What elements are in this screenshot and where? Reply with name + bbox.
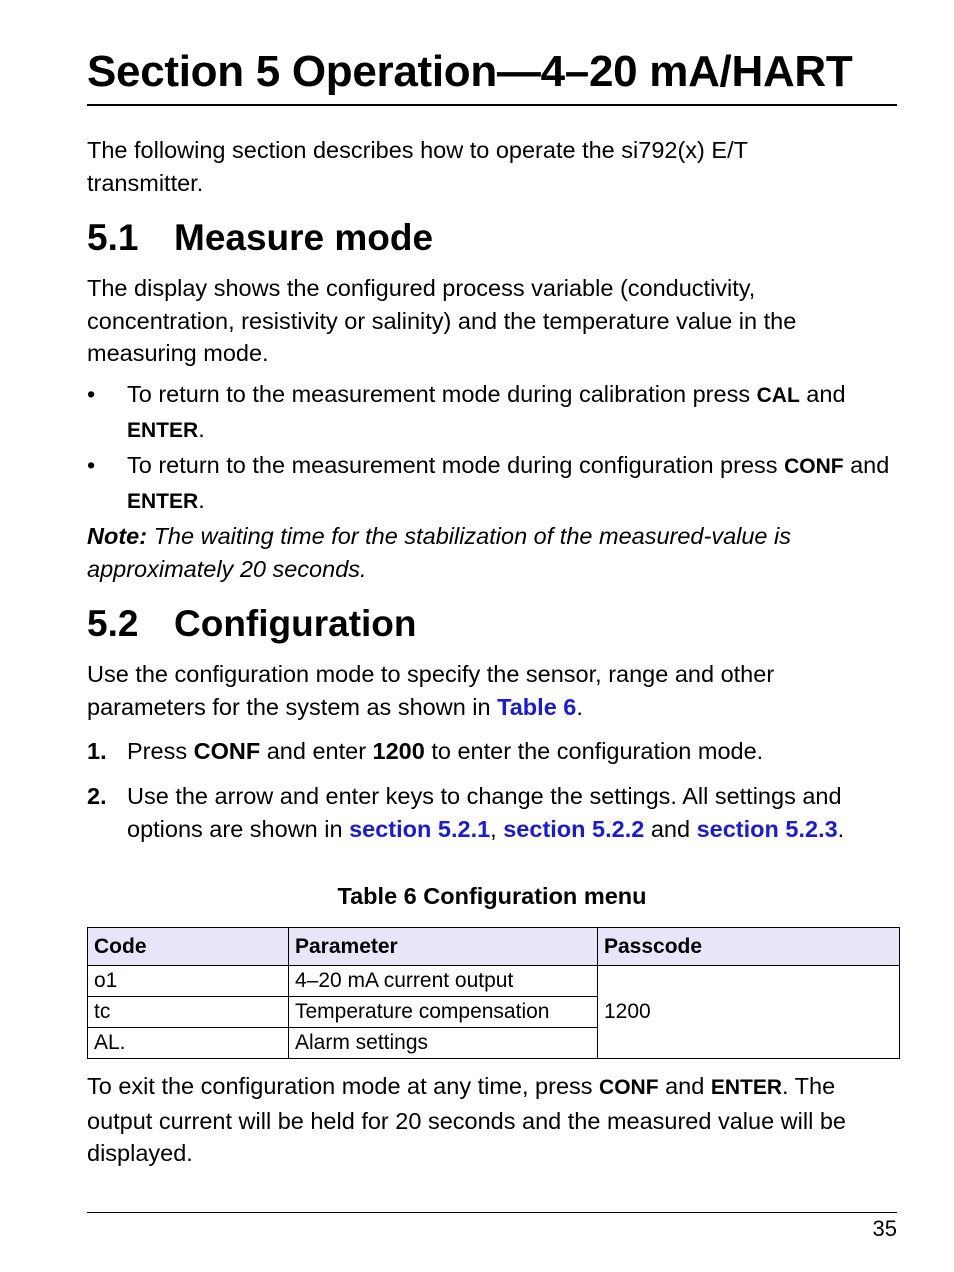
step-text: and enter [260, 738, 373, 764]
heading-number: 5.2 [87, 603, 139, 644]
table-caption: Table 6 Configuration menu [337, 883, 647, 909]
footer-rule [87, 1212, 897, 1213]
table-6-link[interactable]: Table 6 [497, 693, 577, 720]
cell-passcode: 1200 [598, 966, 900, 1059]
measure-paragraph: The display shows the configured process variable (conductivity, concentration, resistivity or salinity) and the temperature value in the measuring mode. [87, 275, 797, 366]
cell-code: o1 [88, 966, 289, 997]
bullet-item [87, 378, 897, 447]
step-2 [87, 780, 897, 845]
section-title: Section 5 Operation—4–20 mA/HART [87, 47, 853, 96]
configuration-paragraph [87, 658, 887, 723]
page-number: 35 [872, 1216, 897, 1241]
step-text: and [644, 815, 697, 842]
table-header-row [88, 928, 900, 966]
passcode-value: 1200 [372, 738, 425, 764]
cell-code: AL. [88, 1028, 289, 1059]
step-text: Press [127, 738, 194, 764]
step-text: Use the arrow and enter keys to change the settings. All settings and options are shown in [127, 783, 842, 842]
note [87, 520, 887, 585]
bullet-text: . [198, 486, 205, 513]
step-text: . [837, 815, 845, 842]
cell-parameter: Alarm settings [289, 1028, 598, 1059]
heading-text: Configuration [174, 603, 417, 644]
bullet-text: To return to the measurement mode during configuration press [127, 452, 785, 478]
cell-parameter: Temperature compensation [289, 997, 598, 1028]
bullet-marker: • [87, 381, 96, 407]
key-cal: CAL [756, 384, 800, 407]
table-row [88, 966, 900, 997]
paragraph-text: To exit the configuration mode at any time, press [87, 1073, 600, 1099]
bullet-text: and [799, 381, 846, 407]
heading-measure-mode [87, 216, 433, 260]
step-1 [87, 735, 897, 768]
step-text: , [490, 815, 504, 842]
note-text: The waiting time for the stabilization of the measured-value is approximately 20 seconds. [87, 523, 792, 582]
bullet-text: . [198, 415, 205, 442]
column-header-code: Code [88, 928, 289, 966]
section-5-2-1-link[interactable]: section 5.2.1 [349, 815, 491, 842]
key-enter: ENTER [127, 418, 199, 442]
column-header-parameter: Parameter [289, 928, 598, 966]
key-conf: CONF [193, 738, 261, 764]
cell-parameter: 4–20 mA current output [289, 966, 598, 997]
step-number: 1. [87, 738, 107, 764]
bullet-text: and [843, 452, 890, 478]
cell-code: tc [88, 997, 289, 1028]
section-5-2-2-link[interactable]: section 5.2.2 [503, 815, 645, 842]
key-conf: CONF [599, 1076, 659, 1099]
note-label: Note: [87, 523, 148, 549]
bullet-text: To return to the measurement mode during calibration press [127, 381, 757, 407]
bullet-marker: • [87, 452, 96, 478]
paragraph-text: Use the configuration mode to specify the sensor, range and other parameters for the system as shown in [87, 661, 775, 720]
key-enter: ENTER [710, 1076, 783, 1099]
paragraph-text: . The output current will be held for 20 seconds and the measured value will be displayed. [87, 1073, 846, 1166]
heading-number: 5.1 [87, 217, 139, 258]
bullet-item [87, 449, 897, 518]
heading-configuration [87, 602, 417, 646]
paragraph-text: . [576, 693, 583, 720]
step-number: 2. [87, 783, 107, 809]
intro-paragraph: The following section describes how to operate the si792(x) E/T transmitter. [87, 137, 748, 196]
step-text: to enter the configuration mode. [424, 738, 764, 764]
heading-text: Measure mode [174, 217, 434, 258]
configuration-table [87, 927, 900, 1059]
column-header-passcode: Passcode [598, 928, 900, 966]
paragraph-text: and [658, 1073, 711, 1099]
exit-paragraph [87, 1070, 897, 1170]
title-underline [87, 104, 897, 106]
section-5-2-3-link[interactable]: section 5.2.3 [696, 815, 838, 842]
key-enter: ENTER [127, 489, 199, 513]
key-conf: CONF [784, 455, 844, 478]
